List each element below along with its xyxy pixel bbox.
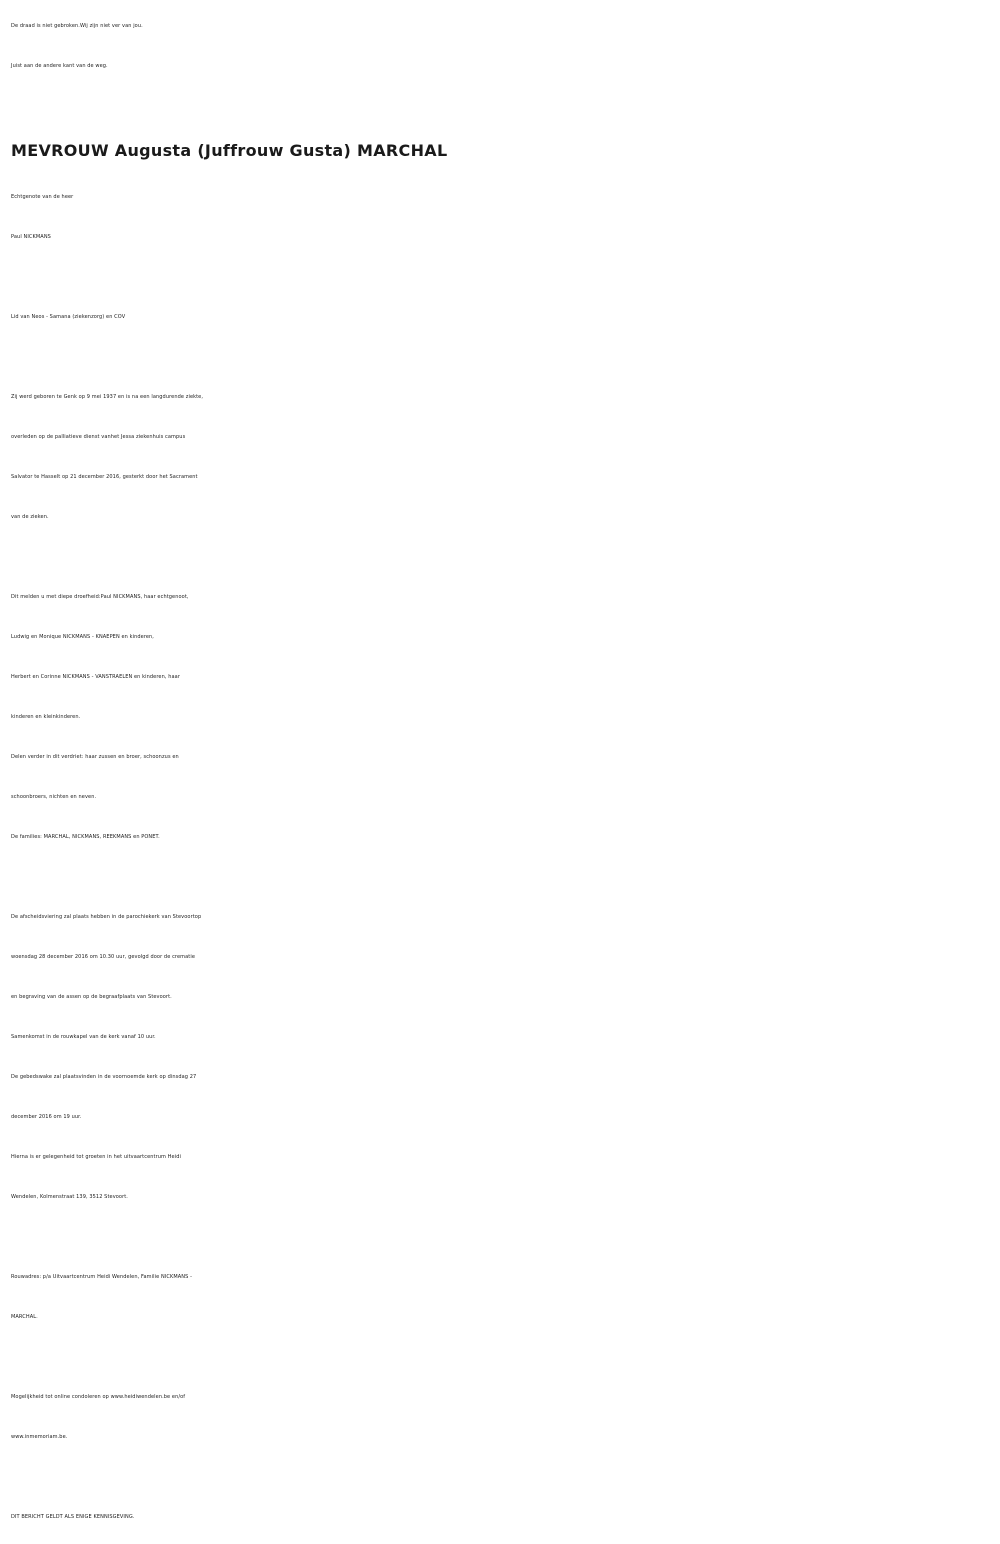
poem-line: De draad is niet gebroken.Wij zijn niet ver van jou. xyxy=(11,23,143,29)
paragraph-line: MARCHAL. xyxy=(11,1314,38,1320)
birth-death-paragraph xyxy=(11,377,991,537)
spacer xyxy=(11,1337,991,1377)
paragraph-line: december 2016 om 19 uur. xyxy=(11,1114,82,1120)
paragraph-line: en begraving van de assen op de begraafplaats van Stevoort. xyxy=(11,994,172,1000)
paragraph-line: Salvator te Hasselt op 21 december 2016, gesterkt door het Sacrament xyxy=(11,474,198,480)
spacer xyxy=(11,86,991,120)
ceremony-paragraph xyxy=(11,897,991,1217)
paragraph-line: kinderen en kleinkinderen. xyxy=(11,714,81,720)
spacer xyxy=(11,857,991,897)
membership-line: Lid van Neos - Samana (ziekenzorg) en COV xyxy=(11,314,126,320)
paragraph-line: Rouwadres: p/a Uitvaartcentrum Heidi Wendelen, Familie NICKMANS - xyxy=(11,1274,193,1280)
paragraph-line: De families: MARCHAL, NICKMANS, REEKMANS en PONET. xyxy=(11,834,160,840)
condolences-paragraph xyxy=(11,1377,991,1457)
spacer xyxy=(11,257,991,297)
paragraph-line: Samenkomst in de rouwkapel van de kerk vanaf 10 uur. xyxy=(11,1034,156,1040)
paragraph-line: Herbert en Corinne NICKMANS - VANSTRAELEN en kinderen, haar xyxy=(11,674,180,680)
deceased-name-title: MEVROUW Augusta (Juffrouw Gusta) MARCHAL xyxy=(11,141,448,160)
paragraph-line: De afscheidsviering zal plaats hebben in de parochiekerk van Stevoortop xyxy=(11,914,202,920)
spouse-block xyxy=(11,177,991,257)
paragraph-line: overleden op de palliatieve dienst vanhet Jessa ziekenhuis campus xyxy=(11,434,186,440)
paragraph-line: schoonbroers, nichten en neven. xyxy=(11,794,97,800)
obituary-notice xyxy=(11,6,991,1537)
spouse-line: Echtgenote van de heer xyxy=(11,194,74,200)
paragraph-line: Dit melden u met diepe droefheid:Paul NICKMANS, haar echtgenoot, xyxy=(11,594,189,600)
paragraph-line: van de zieken. xyxy=(11,514,49,520)
paragraph-line: Wendelen, Kolmenstraat 139, 3512 Stevoort. xyxy=(11,1194,128,1200)
paragraph-line: Ludwig en Monique NICKMANS - KNAEPEN en kinderen, xyxy=(11,634,154,640)
spouse-line: Paul NICKMANS xyxy=(11,234,51,240)
paragraph-line: Mogelijkheid tot online condoleren op www.heidiwendelen.be en/of xyxy=(11,1394,186,1400)
spacer xyxy=(11,537,991,577)
paragraph-line: www.inmemoriam.be. xyxy=(11,1434,68,1440)
spacer xyxy=(11,1217,991,1257)
spacer xyxy=(11,1457,991,1497)
address-paragraph xyxy=(11,1257,991,1337)
poem-block xyxy=(11,6,991,86)
notice-line: DIT BERICHT GELDT ALS ENIGE KENNISGEVING. xyxy=(11,1514,135,1520)
spacer xyxy=(11,337,991,377)
paragraph-line: woensdag 28 december 2016 om 10.30 uur, gevolgd door de crematie xyxy=(11,954,196,960)
paragraph-line: Delen verder in dit verdriet: haar zussen en broer, schoonzus en xyxy=(11,754,179,760)
paragraph-line: Hierna is er gelegenheid tot groeten in het uitvaartcentrum Heidi xyxy=(11,1154,181,1160)
paragraph-line: Zij werd geboren te Genk op 9 mei 1937 en is na een langdurende ziekte, xyxy=(11,394,204,400)
paragraph-line: De gebedswake zal plaatsvinden in de voornoemde kerk op dinsdag 27 xyxy=(11,1074,197,1080)
family-paragraph xyxy=(11,577,991,857)
poem-line: Juist aan de andere kant van de weg. xyxy=(11,63,108,69)
